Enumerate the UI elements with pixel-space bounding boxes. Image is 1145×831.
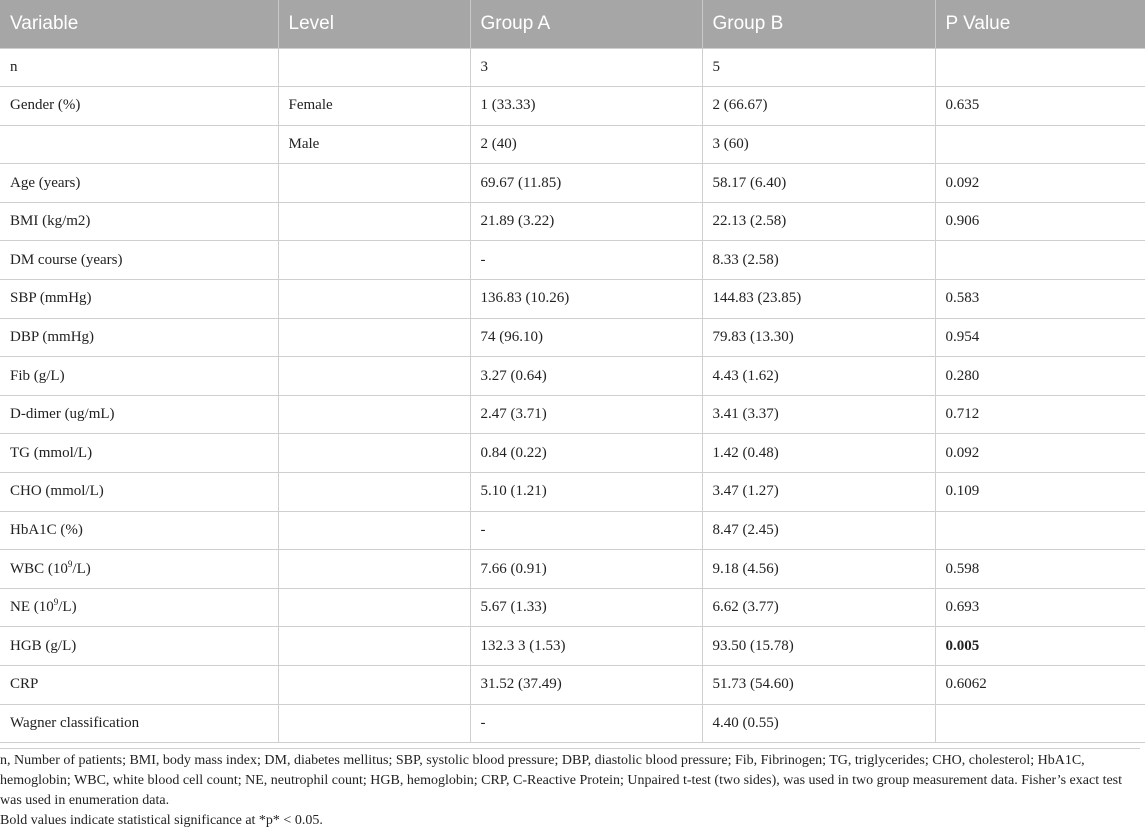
variable-text: CHO (mmol/L)	[10, 483, 104, 500]
cell-group-b: 4.43 (1.62)	[702, 357, 935, 396]
cell-variable	[0, 202, 278, 241]
cell-group-b: 8.47 (2.45)	[702, 511, 935, 550]
cell-p-value: 0.005	[935, 627, 1145, 666]
cell-p-value: 0.109	[935, 473, 1145, 512]
table-row	[0, 241, 1145, 280]
cell-group-b: 3.41 (3.37)	[702, 395, 935, 434]
cell-group-b: 9.18 (4.56)	[702, 550, 935, 589]
cell-group-a: 5.67 (1.33)	[470, 588, 702, 627]
cell-group-b: 2 (66.67)	[702, 87, 935, 126]
cell-p-value: 0.583	[935, 280, 1145, 319]
cell-p-value: 0.6062	[935, 666, 1145, 705]
cell-level	[278, 704, 470, 743]
cell-group-a: 2 (40)	[470, 125, 702, 164]
cell-group-b: 6.62 (3.77)	[702, 588, 935, 627]
cell-variable	[0, 588, 278, 627]
table-row	[0, 318, 1145, 357]
variable-text: n	[10, 58, 18, 75]
table-row	[0, 473, 1145, 512]
table-body	[0, 48, 1145, 743]
cell-group-a: 0.84 (0.22)	[470, 434, 702, 473]
cell-p-value: 0.092	[935, 434, 1145, 473]
cell-p-value: 0.635	[935, 87, 1145, 126]
cell-variable	[0, 48, 278, 87]
table-row	[0, 434, 1145, 473]
cell-variable	[0, 666, 278, 705]
cell-level	[278, 280, 470, 319]
cell-level	[278, 473, 470, 512]
table-row	[0, 627, 1145, 666]
header-group-b: Group B	[702, 0, 935, 48]
table-header	[0, 0, 1145, 48]
footnote-significance: Bold values indicate statistical significance at *p* < 0.05.	[0, 813, 323, 828]
table-row	[0, 666, 1145, 705]
table-row	[0, 511, 1145, 550]
table-row	[0, 280, 1145, 319]
variable-text: NE (10	[10, 599, 54, 616]
cell-group-a: 3.27 (0.64)	[470, 357, 702, 396]
cell-group-a: 2.47 (3.71)	[470, 395, 702, 434]
cell-level	[278, 550, 470, 589]
variable-text: DBP (mmHg)	[10, 328, 95, 345]
cell-variable	[0, 434, 278, 473]
cell-level: Male	[278, 125, 470, 164]
cell-level	[278, 627, 470, 666]
cell-group-b: 3 (60)	[702, 125, 935, 164]
cell-group-a: 31.52 (37.49)	[470, 666, 702, 705]
cell-group-a: 136.83 (10.26)	[470, 280, 702, 319]
cell-group-a: 3	[470, 48, 702, 87]
table-row	[0, 87, 1145, 126]
cell-variable	[0, 87, 278, 126]
variable-text: HbA1C (%)	[10, 521, 83, 538]
cell-p-value: 0.092	[935, 164, 1145, 203]
variable-text: Fib (g/L)	[10, 367, 65, 384]
table-row	[0, 357, 1145, 396]
cell-p-value: 0.598	[935, 550, 1145, 589]
cell-p-value: 0.280	[935, 357, 1145, 396]
cell-variable	[0, 280, 278, 319]
cell-level	[278, 511, 470, 550]
variable-unit-text: /L)	[58, 599, 77, 616]
cell-level	[278, 164, 470, 203]
cell-group-a: 69.67 (11.85)	[470, 164, 702, 203]
table-footnote	[0, 748, 1140, 831]
cell-level	[278, 357, 470, 396]
cell-level	[278, 202, 470, 241]
cell-group-a: -	[470, 241, 702, 280]
cell-level	[278, 241, 470, 280]
cell-p-value: 0.693	[935, 588, 1145, 627]
cell-p-value	[935, 125, 1145, 164]
cell-level	[278, 48, 470, 87]
cell-group-b: 8.33 (2.58)	[702, 241, 935, 280]
cell-p-value: 0.906	[935, 202, 1145, 241]
cell-variable	[0, 550, 278, 589]
cell-variable	[0, 318, 278, 357]
table-row	[0, 125, 1145, 164]
cell-group-b: 22.13 (2.58)	[702, 202, 935, 241]
footnote-abbreviations: n, Number of patients; BMI, body mass index; DM, diabetes mellitus; SBP, systolic blood pressure; DBP, diastolic blood pressure; Fib, Fibrinogen; TG, triglycerides; CHO, cholesterol; HbA1C, hemoglobin; WBC, white blood cell count; NE, neutrophil count; HGB, hemoglobin; CRP, C-Reactive Protein; Unpaired t-test (two sides), was used in two group measurement data. Fisher’s exact test was used in enumeration data.	[0, 753, 1123, 808]
cell-group-b: 4.40 (0.55)	[702, 704, 935, 743]
cell-level	[278, 434, 470, 473]
table-row	[0, 202, 1145, 241]
table-row	[0, 588, 1145, 627]
cell-p-value	[935, 241, 1145, 280]
cell-level: Female	[278, 87, 470, 126]
header-row	[0, 0, 1145, 48]
variable-text: Gender (%)	[10, 97, 81, 114]
cell-group-b: 5	[702, 48, 935, 87]
cell-variable	[0, 241, 278, 280]
cell-p-value: 0.954	[935, 318, 1145, 357]
cell-p-value: 0.712	[935, 395, 1145, 434]
table-row	[0, 48, 1145, 87]
variable-text: DM course (years)	[10, 251, 123, 268]
cell-group-a: 1 (33.33)	[470, 87, 702, 126]
variable-text: CRP	[10, 676, 39, 693]
variable-superscript: 9	[67, 558, 73, 569]
header-level: Level	[278, 0, 470, 48]
variable-text: Age (years)	[10, 174, 81, 191]
cell-level	[278, 666, 470, 705]
cell-group-a: -	[470, 511, 702, 550]
cell-group-a: -	[470, 704, 702, 743]
variable-text: BMI (kg/m2)	[10, 213, 91, 230]
variable-text: TG (mmol/L)	[10, 444, 93, 461]
cell-variable	[0, 395, 278, 434]
cell-variable	[0, 704, 278, 743]
variable-text: D-dimer (ug/mL)	[10, 406, 115, 423]
header-p-value: P Value	[935, 0, 1145, 48]
cell-p-value	[935, 704, 1145, 743]
cell-level	[278, 318, 470, 357]
cell-variable	[0, 473, 278, 512]
cell-level	[278, 395, 470, 434]
cell-group-a: 5.10 (1.21)	[470, 473, 702, 512]
variable-superscript: 9	[53, 597, 59, 608]
variable-text: HGB (g/L)	[10, 637, 77, 654]
cell-group-a: 21.89 (3.22)	[470, 202, 702, 241]
cell-group-b: 51.73 (54.60)	[702, 666, 935, 705]
cell-group-b: 93.50 (15.78)	[702, 627, 935, 666]
variable-text: Wagner classification	[10, 714, 140, 731]
cell-group-b: 3.47 (1.27)	[702, 473, 935, 512]
variable-text: WBC (10	[10, 560, 68, 577]
cell-group-a: 7.66 (0.91)	[470, 550, 702, 589]
cell-variable	[0, 125, 278, 164]
cell-level	[278, 588, 470, 627]
cell-group-b: 144.83 (23.85)	[702, 280, 935, 319]
cell-group-b: 58.17 (6.40)	[702, 164, 935, 203]
variable-unit-text: /L)	[72, 560, 91, 577]
header-group-a: Group A	[470, 0, 702, 48]
cell-group-b: 1.42 (0.48)	[702, 434, 935, 473]
cell-variable	[0, 511, 278, 550]
table-row	[0, 164, 1145, 203]
variable-text: SBP (mmHg)	[10, 290, 92, 307]
cell-group-b: 79.83 (13.30)	[702, 318, 935, 357]
cell-group-a: 132.3 3 (1.53)	[470, 627, 702, 666]
header-variable: Variable	[0, 0, 278, 48]
table-row	[0, 395, 1145, 434]
cell-group-a: 74 (96.10)	[470, 318, 702, 357]
cell-variable	[0, 627, 278, 666]
cell-p-value	[935, 511, 1145, 550]
table-row	[0, 704, 1145, 743]
table-row	[0, 550, 1145, 589]
cell-variable	[0, 164, 278, 203]
cell-p-value	[935, 48, 1145, 87]
cell-variable	[0, 357, 278, 396]
